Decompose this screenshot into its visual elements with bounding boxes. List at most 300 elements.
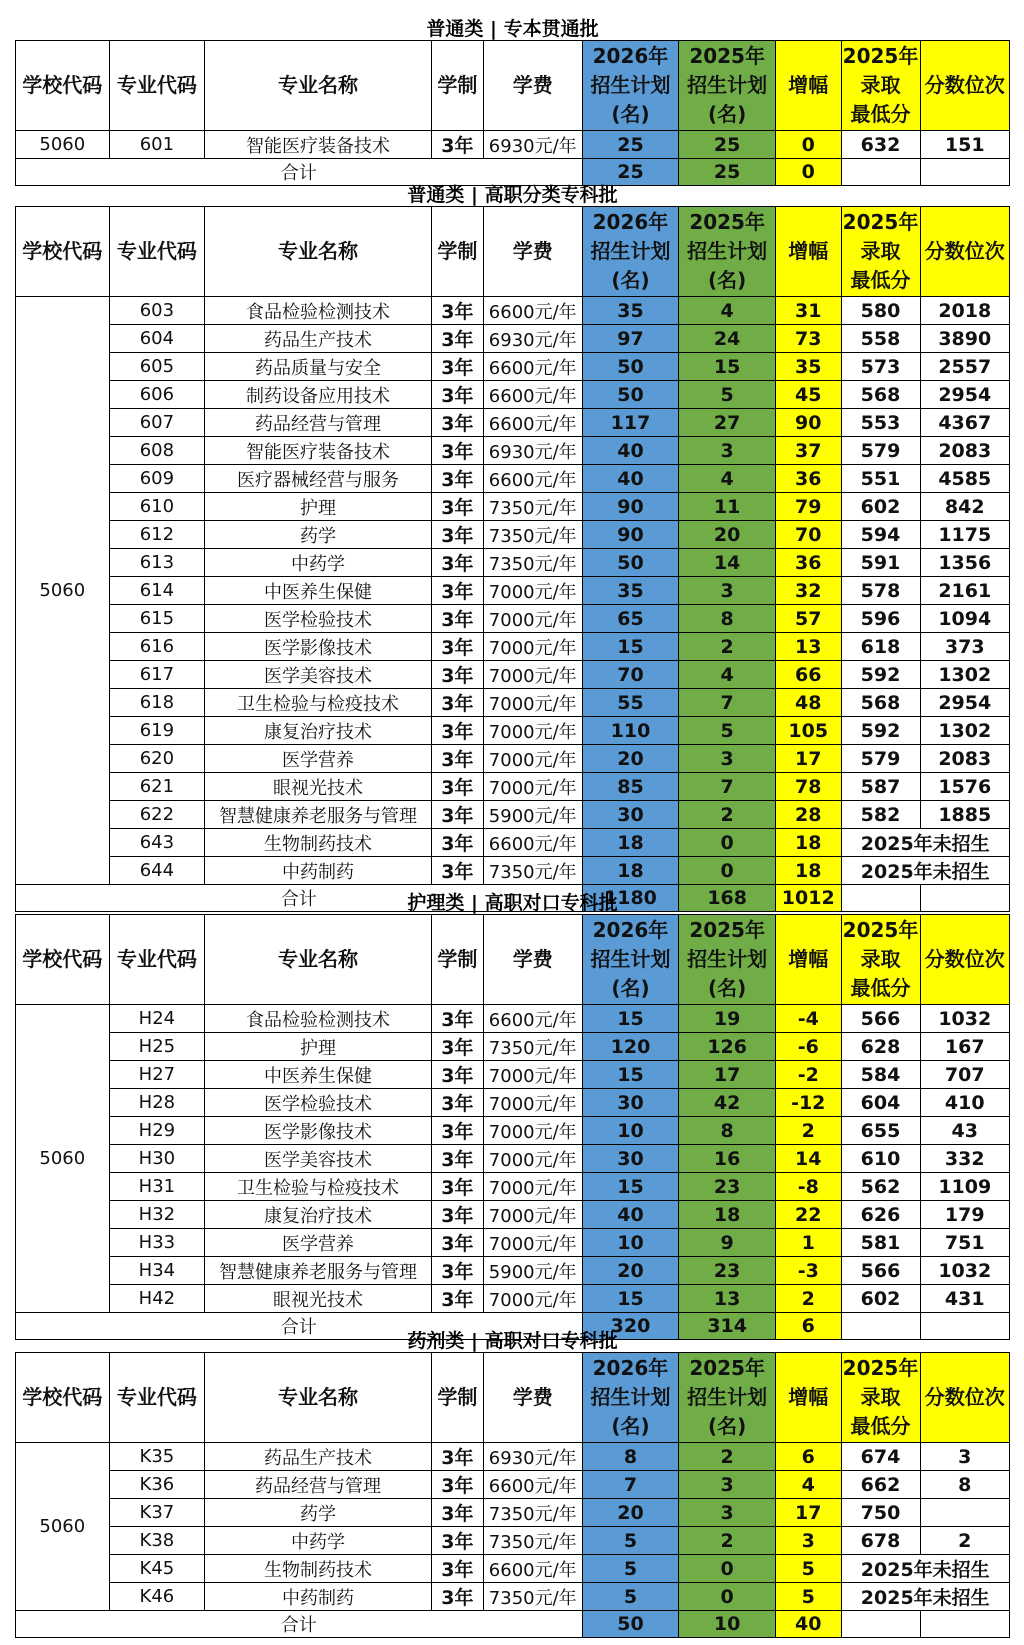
tuition: 7350元/年 (483, 1527, 582, 1555)
duration: 3年 (431, 549, 483, 577)
score-rank: 1302 (920, 661, 1009, 689)
plan-2025: 3 (679, 577, 776, 605)
score-rank: 1032 (920, 1257, 1009, 1285)
plan-2026: 120 (582, 1033, 679, 1061)
major-code: K46 (109, 1583, 205, 1611)
score-rank: 707 (920, 1061, 1009, 1089)
column-header-line: (名) (708, 976, 747, 1000)
plan-2026: 40 (582, 1201, 679, 1229)
increase: 22 (776, 1201, 842, 1229)
plan-2025: 0 (679, 1583, 776, 1611)
tuition: 7350元/年 (483, 521, 582, 549)
table-row (16, 829, 1010, 857)
score-rank: 43 (920, 1117, 1009, 1145)
table-row (16, 131, 1010, 159)
column-header-line: 2025年 (689, 210, 765, 234)
tuition: 6600元/年 (483, 829, 582, 857)
tuition: 7000元/年 (483, 717, 582, 745)
score-rank: 151 (920, 131, 1009, 159)
increase: 31 (776, 297, 842, 325)
column-header-line: 招生计划 (687, 239, 768, 263)
plan-2026: 15 (582, 1285, 679, 1313)
major-code: 644 (109, 857, 205, 885)
plan-2025: 2 (679, 801, 776, 829)
plan-2026: 55 (582, 689, 679, 717)
plan-2026: 10 (582, 1229, 679, 1257)
table-row (16, 437, 1010, 465)
increase: 45 (776, 381, 842, 409)
increase: 1 (776, 1229, 842, 1257)
plan-2025: 25 (679, 131, 776, 159)
duration: 3年 (431, 1257, 483, 1285)
increase: 3 (776, 1527, 842, 1555)
increase: 70 (776, 521, 842, 549)
increase: 66 (776, 661, 842, 689)
total-increase: 1012 (776, 885, 842, 912)
major-name: 中药制药 (205, 1583, 432, 1611)
major-code: H24 (109, 1005, 205, 1033)
table-row (16, 1089, 1010, 1117)
major-code: 609 (109, 465, 205, 493)
plan-2025: 23 (679, 1173, 776, 1201)
column-header-line: 2025年 (689, 1356, 765, 1380)
min-score-2025: 591 (841, 549, 920, 577)
score-rank: 751 (920, 1229, 1009, 1257)
major-code: 612 (109, 521, 205, 549)
min-score-2025: 610 (841, 1145, 920, 1173)
duration: 3年 (431, 1089, 483, 1117)
plan-2026: 50 (582, 549, 679, 577)
increase: 14 (776, 1145, 842, 1173)
major-name: 智慧健康养老服务与管理 (205, 1257, 432, 1285)
total-label: 合计 (16, 1611, 583, 1638)
total-plan-2026: 320 (582, 1313, 679, 1340)
plan-2026: 18 (582, 857, 679, 885)
duration: 3年 (431, 829, 483, 857)
table-row (16, 1471, 1010, 1499)
table-row (16, 521, 1010, 549)
column-header-line: 最低分 (850, 102, 911, 126)
major-name: 医学美容技术 (205, 661, 432, 689)
plan-2026: 15 (582, 1005, 679, 1033)
column-header (679, 915, 776, 1005)
major-name: 中药制药 (205, 857, 432, 885)
table-row (16, 549, 1010, 577)
plan-2026: 15 (582, 1061, 679, 1089)
plan-2026: 30 (582, 1145, 679, 1173)
score-rank: 1576 (920, 773, 1009, 801)
score-rank: 1175 (920, 521, 1009, 549)
major-code: 608 (109, 437, 205, 465)
major-name: 智能医疗装备技术 (205, 131, 432, 159)
admission-table (15, 914, 1010, 1340)
plan-2025: 8 (679, 1117, 776, 1145)
column-header: 增幅 (776, 915, 842, 1005)
major-name: 医学检验技术 (205, 605, 432, 633)
plan-2026: 90 (582, 493, 679, 521)
tuition: 7000元/年 (483, 577, 582, 605)
score-rank: 373 (920, 633, 1009, 661)
plan-2026: 15 (582, 1173, 679, 1201)
duration: 3年 (431, 857, 483, 885)
not-enrolled-note: 2025年未招生 (841, 1583, 1010, 1611)
school-code: 5060 (16, 131, 110, 159)
column-header (679, 207, 776, 297)
column-header: 学校代码 (16, 915, 110, 1005)
column-header-line: 2025年 (842, 918, 919, 942)
duration: 3年 (431, 1061, 483, 1089)
score-rank: 2083 (920, 745, 1009, 773)
tuition: 7000元/年 (483, 1229, 582, 1257)
tuition: 7000元/年 (483, 689, 582, 717)
plan-2025: 17 (679, 1061, 776, 1089)
table-row (16, 381, 1010, 409)
column-header: 专业代码 (109, 915, 205, 1005)
major-name: 药学 (205, 521, 432, 549)
table-row (16, 801, 1010, 829)
duration: 3年 (431, 1285, 483, 1313)
plan-2025: 2 (679, 633, 776, 661)
plan-2026: 30 (582, 801, 679, 829)
table-row (16, 1499, 1010, 1527)
column-header: 专业名称 (205, 41, 432, 131)
duration: 3年 (431, 1117, 483, 1145)
column-header-line: (名) (708, 268, 747, 292)
duration: 3年 (431, 409, 483, 437)
major-name: 制药设备应用技术 (205, 381, 432, 409)
plan-2025: 11 (679, 493, 776, 521)
plan-2026: 50 (582, 381, 679, 409)
min-score-2025: 587 (841, 773, 920, 801)
section-title: 药剂类 | 高职对口专科批 (407, 1330, 618, 1352)
plan-2025: 5 (679, 717, 776, 745)
plan-2026: 117 (582, 409, 679, 437)
increase: 32 (776, 577, 842, 605)
header-row (16, 207, 1010, 297)
header-row (16, 1353, 1010, 1443)
table-row (16, 773, 1010, 801)
duration: 3年 (431, 1583, 483, 1611)
score-rank: 2954 (920, 689, 1009, 717)
major-code: K45 (109, 1555, 205, 1583)
major-code: 607 (109, 409, 205, 437)
major-code: K36 (109, 1471, 205, 1499)
column-header-line: 2026年 (592, 210, 669, 234)
increase: 17 (776, 745, 842, 773)
column-header-line: 最低分 (850, 268, 911, 292)
table-row (16, 1061, 1010, 1089)
major-name: 药品生产技术 (205, 325, 432, 353)
plan-2026: 97 (582, 325, 679, 353)
column-header-line: 招生计划 (687, 73, 768, 97)
major-code: H25 (109, 1033, 205, 1061)
min-score-2025: 674 (841, 1443, 920, 1471)
duration: 3年 (431, 297, 483, 325)
increase: 78 (776, 773, 842, 801)
tuition: 6930元/年 (483, 1443, 582, 1471)
column-header-line: 2025年 (689, 44, 765, 68)
major-code: 613 (109, 549, 205, 577)
duration: 3年 (431, 801, 483, 829)
duration: 3年 (431, 1229, 483, 1257)
major-name: 康复治疗技术 (205, 717, 432, 745)
min-score-2025: 602 (841, 493, 920, 521)
duration: 3年 (431, 1005, 483, 1033)
increase: 13 (776, 633, 842, 661)
duration: 3年 (431, 689, 483, 717)
major-code: K38 (109, 1527, 205, 1555)
total-increase: 40 (776, 1611, 842, 1638)
column-header-line: 最低分 (850, 1414, 911, 1438)
duration: 3年 (431, 773, 483, 801)
plan-2025: 27 (679, 409, 776, 437)
duration: 3年 (431, 1555, 483, 1583)
table-row (16, 633, 1010, 661)
score-rank: 2 (920, 1527, 1009, 1555)
increase: 4 (776, 1471, 842, 1499)
table-row (16, 1555, 1010, 1583)
score-rank: 2161 (920, 577, 1009, 605)
min-score-2025: 580 (841, 297, 920, 325)
min-score-2025: 678 (841, 1527, 920, 1555)
major-code: 606 (109, 381, 205, 409)
plan-2025: 15 (679, 353, 776, 381)
table-row (16, 493, 1010, 521)
score-rank: 332 (920, 1145, 1009, 1173)
duration: 3年 (431, 437, 483, 465)
major-code: H30 (109, 1145, 205, 1173)
tuition: 6600元/年 (483, 381, 582, 409)
column-header-line: 招生计划 (687, 1385, 768, 1409)
increase: 36 (776, 549, 842, 577)
score-rank: 3890 (920, 325, 1009, 353)
major-name: 药品经营与管理 (205, 1471, 432, 1499)
table-row (16, 1285, 1010, 1313)
column-header: 学制 (431, 207, 483, 297)
total-plan-2025: 314 (679, 1313, 776, 1340)
plan-2026: 35 (582, 297, 679, 325)
tuition: 7000元/年 (483, 1201, 582, 1229)
column-header: 学校代码 (16, 207, 110, 297)
major-name: 医学营养 (205, 745, 432, 773)
plan-2025: 7 (679, 689, 776, 717)
score-rank: 1109 (920, 1173, 1009, 1201)
column-header (679, 1353, 776, 1443)
plan-2025: 7 (679, 773, 776, 801)
plan-2025: 3 (679, 745, 776, 773)
min-score-2025: 750 (841, 1499, 920, 1527)
increase: 17 (776, 1499, 842, 1527)
plan-2025: 42 (679, 1089, 776, 1117)
min-score-2025: 558 (841, 325, 920, 353)
total-plan-2026: 50 (582, 1611, 679, 1638)
major-name: 康复治疗技术 (205, 1201, 432, 1229)
plan-2025: 3 (679, 1471, 776, 1499)
table-row (16, 1117, 1010, 1145)
min-score-2025: 662 (841, 1471, 920, 1499)
plan-2025: 4 (679, 465, 776, 493)
total-plan-2025: 168 (679, 885, 776, 912)
score-rank: 431 (920, 1285, 1009, 1313)
column-header-line: (名) (611, 1414, 650, 1438)
major-name: 医学检验技术 (205, 1089, 432, 1117)
plan-2026: 7 (582, 1471, 679, 1499)
plan-2025: 13 (679, 1285, 776, 1313)
increase: 90 (776, 409, 842, 437)
school-code: 5060 (16, 1005, 110, 1313)
duration: 3年 (431, 353, 483, 381)
increase: 5 (776, 1555, 842, 1583)
duration: 3年 (431, 605, 483, 633)
tuition: 7000元/年 (483, 1173, 582, 1201)
total-empty-cell (920, 1611, 1009, 1638)
table-row (16, 1443, 1010, 1471)
table-row (16, 297, 1010, 325)
major-code: H32 (109, 1201, 205, 1229)
min-score-2025: 579 (841, 745, 920, 773)
column-header-line: (名) (611, 976, 650, 1000)
plan-2025: 18 (679, 1201, 776, 1229)
column-header-line: 2025年 (842, 210, 919, 234)
major-name: 医学美容技术 (205, 1145, 432, 1173)
table-row (16, 1201, 1010, 1229)
tuition: 5900元/年 (483, 801, 582, 829)
tuition: 7350元/年 (483, 493, 582, 521)
duration: 3年 (431, 1471, 483, 1499)
min-score-2025: 596 (841, 605, 920, 633)
score-rank: 4367 (920, 409, 1009, 437)
tuition: 6600元/年 (483, 1005, 582, 1033)
column-header-line: 2026年 (592, 44, 669, 68)
score-rank: 1302 (920, 717, 1009, 745)
tuition: 7000元/年 (483, 1117, 582, 1145)
tuition: 6600元/年 (483, 409, 582, 437)
tuition: 7000元/年 (483, 605, 582, 633)
plan-2025: 16 (679, 1145, 776, 1173)
duration: 3年 (431, 717, 483, 745)
min-score-2025: 604 (841, 1089, 920, 1117)
column-header-line: (名) (708, 102, 747, 126)
total-empty-cell (920, 159, 1009, 186)
min-score-2025: 568 (841, 689, 920, 717)
column-header: 学费 (483, 915, 582, 1005)
duration: 3年 (431, 1201, 483, 1229)
table-row (16, 325, 1010, 353)
total-empty-cell (841, 159, 920, 186)
major-name: 医学营养 (205, 1229, 432, 1257)
duration: 3年 (431, 521, 483, 549)
plan-2026: 85 (582, 773, 679, 801)
column-header-line: 录取 (860, 239, 901, 263)
column-header: 增幅 (776, 1353, 842, 1443)
major-name: 医学影像技术 (205, 633, 432, 661)
min-score-2025: 566 (841, 1257, 920, 1285)
major-name: 中药学 (205, 549, 432, 577)
total-plan-2025: 25 (679, 159, 776, 186)
plan-2025: 3 (679, 437, 776, 465)
table-row (16, 605, 1010, 633)
plan-2026: 10 (582, 1117, 679, 1145)
column-header: 专业名称 (205, 207, 432, 297)
column-header-line: 录取 (860, 1385, 901, 1409)
table-row (16, 857, 1010, 885)
major-code: 618 (109, 689, 205, 717)
plan-2025: 14 (679, 549, 776, 577)
table-row (16, 353, 1010, 381)
plan-2025: 4 (679, 661, 776, 689)
column-header (841, 41, 920, 131)
min-score-2025: 628 (841, 1033, 920, 1061)
plan-2026: 18 (582, 829, 679, 857)
major-name: 生物制药技术 (205, 1555, 432, 1583)
major-name: 智能医疗装备技术 (205, 437, 432, 465)
min-score-2025: 655 (841, 1117, 920, 1145)
min-score-2025: 584 (841, 1061, 920, 1089)
tuition: 7000元/年 (483, 745, 582, 773)
column-header: 学费 (483, 41, 582, 131)
increase: 18 (776, 829, 842, 857)
plan-2026: 25 (582, 131, 679, 159)
table-row (16, 1229, 1010, 1257)
increase: -3 (776, 1257, 842, 1285)
tuition: 7000元/年 (483, 1285, 582, 1313)
total-plan-2026: 25 (582, 159, 679, 186)
major-name: 眼视光技术 (205, 773, 432, 801)
section-title: 护理类 | 高职对口专科批 (407, 892, 618, 914)
min-score-2025: 553 (841, 409, 920, 437)
major-name: 药品质量与安全 (205, 353, 432, 381)
plan-2025: 126 (679, 1033, 776, 1061)
major-code: 622 (109, 801, 205, 829)
tuition: 7350元/年 (483, 549, 582, 577)
min-score-2025: 602 (841, 1285, 920, 1313)
major-code: 601 (109, 131, 205, 159)
increase: -12 (776, 1089, 842, 1117)
major-code: H34 (109, 1257, 205, 1285)
min-score-2025: 578 (841, 577, 920, 605)
total-plan-2026: 1180 (582, 885, 679, 912)
column-header (841, 915, 920, 1005)
plan-2025: 4 (679, 297, 776, 325)
major-code: 605 (109, 353, 205, 381)
admission-table (15, 40, 1010, 186)
total-plan-2025: 10 (679, 1611, 776, 1638)
increase: 73 (776, 325, 842, 353)
duration: 3年 (431, 1527, 483, 1555)
tuition: 7000元/年 (483, 773, 582, 801)
increase: 37 (776, 437, 842, 465)
increase: 2 (776, 1117, 842, 1145)
plan-2026: 8 (582, 1443, 679, 1471)
plan-2026: 90 (582, 521, 679, 549)
plan-2026: 50 (582, 353, 679, 381)
score-rank: 1356 (920, 549, 1009, 577)
column-header-line: 2026年 (592, 918, 669, 942)
plan-2026: 40 (582, 465, 679, 493)
column-header-line: 招生计划 (590, 1385, 671, 1409)
min-score-2025: 568 (841, 381, 920, 409)
table-row (16, 465, 1010, 493)
column-header (582, 1353, 679, 1443)
major-code: 619 (109, 717, 205, 745)
major-code: 604 (109, 325, 205, 353)
plan-2025: 0 (679, 857, 776, 885)
duration: 3年 (431, 1033, 483, 1061)
plan-2025: 0 (679, 829, 776, 857)
admission-table (15, 1352, 1010, 1638)
duration: 3年 (431, 1499, 483, 1527)
total-label: 合计 (16, 1313, 583, 1340)
